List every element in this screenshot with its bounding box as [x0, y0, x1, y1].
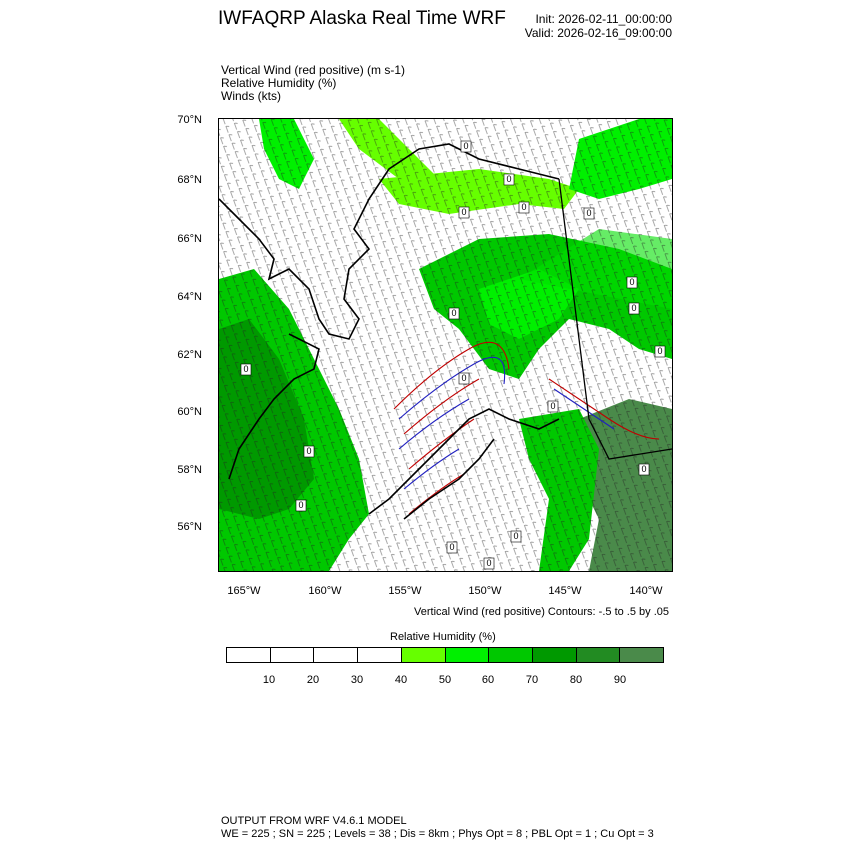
contour-label: 0 — [486, 558, 492, 568]
colorbar-swatch — [227, 648, 271, 662]
colorbar-tick: 50 — [438, 674, 452, 686]
contour-label: 0 — [506, 174, 512, 184]
colorbar-tick: 30 — [350, 674, 364, 686]
colorbar-swatch — [271, 648, 315, 662]
init-time: Init: 2026-02-11_00:00:00 — [535, 12, 672, 26]
contour-label: 0 — [463, 141, 469, 151]
contour-label: 0 — [306, 446, 312, 456]
colorbar-tick: 70 — [525, 674, 539, 686]
colorbar-title: Relative Humidity (%) — [390, 631, 496, 643]
lat-label-60: 60°N — [177, 406, 202, 418]
colorbar-swatch — [620, 648, 663, 662]
valid-time: Valid: 2026-02-16_09:00:00 — [524, 26, 672, 40]
model-settings-footer: WE = 225 ; SN = 225 ; Levels = 38 ; Dis = 8km ; Phys Opt = 8 ; PBL Opt = 1 ; Cu Opt = 3 — [221, 828, 654, 840]
contour-note: Vertical Wind (red positive) Contours: -.5 to .5 by .05 — [414, 606, 669, 618]
lon-label-145: 145°W — [548, 585, 582, 597]
colorbar-swatch — [489, 648, 533, 662]
contour-label: 0 — [629, 277, 635, 287]
lat-label-68: 68°N — [177, 174, 202, 186]
contour-label: 0 — [243, 364, 249, 374]
contour-label: 0 — [586, 208, 592, 218]
lat-label-70: 70°N — [177, 114, 202, 126]
contour-label: 0 — [451, 308, 457, 318]
colorbar-tick: 20 — [306, 674, 320, 686]
colorbar — [226, 647, 664, 663]
contour-label: 0 — [449, 542, 455, 552]
colorbar-swatch — [577, 648, 621, 662]
wind-barbs — [219, 119, 672, 571]
lat-label-64: 64°N — [177, 291, 202, 303]
contour-label: 0 — [550, 401, 556, 411]
colorbar-swatch — [402, 648, 446, 662]
colorbar-tick: 80 — [569, 674, 583, 686]
model-footer: OUTPUT FROM WRF V4.6.1 MODEL — [221, 815, 407, 827]
colorbar-swatch — [358, 648, 402, 662]
lon-label-150: 150°W — [468, 585, 502, 597]
field-vertical-wind: Vertical Wind (red positive) (m s-1) — [221, 63, 406, 77]
field-winds: Winds (kts) — [221, 89, 281, 103]
field-relative-humidity: Relative Humidity (%) — [221, 76, 337, 90]
map-title: IWFAQRP Alaska Real Time WRF — [218, 8, 506, 29]
lat-label-58: 58°N — [177, 464, 202, 476]
colorbar-tick: 10 — [262, 674, 276, 686]
lat-label-66: 66°N — [177, 233, 202, 245]
contour-label: 0 — [298, 500, 304, 510]
lat-label-62: 62°N — [177, 349, 202, 361]
colorbar-tick: 40 — [394, 674, 408, 686]
lon-label-160: 160°W — [308, 585, 342, 597]
colorbar-tick: 60 — [481, 674, 495, 686]
colorbar-swatch — [533, 648, 577, 662]
colorbar-tick: 90 — [613, 674, 627, 686]
lat-label-56: 56°N — [177, 521, 202, 533]
map-canvas — [219, 119, 672, 571]
lon-label-165: 165°W — [227, 585, 261, 597]
lon-label-155: 155°W — [388, 585, 422, 597]
colorbar-swatch — [314, 648, 358, 662]
contour-label: 0 — [513, 531, 519, 541]
contour-label: 0 — [521, 202, 527, 212]
contour-label: 0 — [631, 303, 637, 313]
contour-label: 0 — [461, 373, 467, 383]
map-panel — [218, 118, 673, 572]
contour-label: 0 — [657, 346, 663, 356]
contour-label: 0 — [641, 464, 647, 474]
contour-label: 0 — [461, 207, 467, 217]
colorbar-swatch — [446, 648, 490, 662]
lon-label-140: 140°W — [629, 585, 663, 597]
